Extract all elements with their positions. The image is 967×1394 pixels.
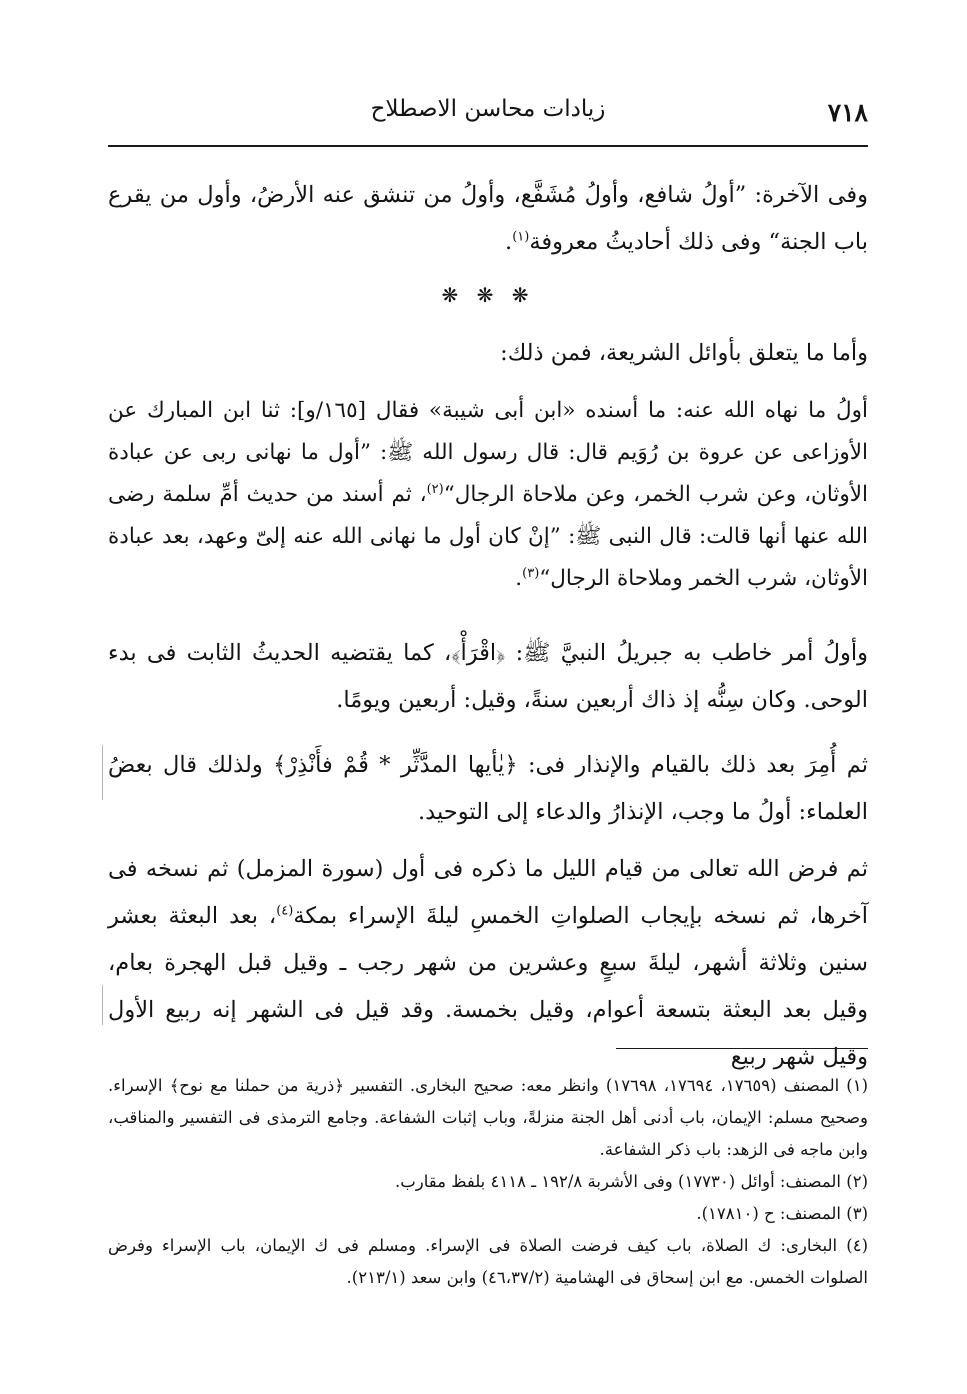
paragraph-text: ثم فرض الله تعالى من قيام الليل ما ذكره فى أول (سورة المزمل) ثم نسخه فى آخرها، ثم نسخه بإيجاب الصلواتِ الخمسِ ليلةَ الإسراء بمكة xyxy=(108,856,868,929)
paragraph-tail: . xyxy=(505,229,513,255)
header-rule xyxy=(108,145,868,147)
paragraph-text: ثم أُمِرَ بعد ذلك بالقيام والإنذار فى: ﴿يٰأيها المدَّثِّر * قُمْ فأَنْذِرْ﴾ ولذلك قال بعضُ العلماء: أولُ ما وجب، الإنذارُ والدعاء إلى التوحيد. xyxy=(108,752,868,825)
paragraph-first-prohibition xyxy=(108,390,868,600)
paragraph-warning xyxy=(108,742,868,836)
running-title: زيادات محاسن الاصطلاح xyxy=(370,96,606,122)
footnote-ref-4: (٤) xyxy=(276,903,294,919)
footnote-2: (٢) المصنف: أوائل (١٧٧٣٠) وفى الأشربة ١٩٢/٨ ـ ٤١١٨ بلفظ مقارب. xyxy=(394,1172,868,1191)
paragraph-text: أولُ ما نهاه الله عنه: ما أسنده «ابن أبى شيبة» فقال [١٦٥/و]: ثنا ابن المبارك عن الأوزاعى عن عروة بن رُوَيم قال: قال رسول الله ﷺ: ”أول ما نهانى ربى عن عبادة الأوثان، وعن شرب الخمر، وعن ملاحاة الرجال“ xyxy=(108,398,868,507)
paragraph-tail-2: . xyxy=(515,566,523,591)
margin-scan-mark xyxy=(102,985,103,1025)
footnote-ref-1: (١) xyxy=(512,229,530,245)
paragraph-sharia-firsts xyxy=(108,330,868,377)
page-header xyxy=(108,92,868,142)
paragraph-tail: ، ثم أسند من حديث أمِّ سلمة رضى الله عنها أنها قالت: قال النبى ﷺ: ”إنْ كان أول ما نهانى الله عنه إلىّ وعهد، بعد عبادة الأوثان، شرب الخمر وملاحاة الرجال“ xyxy=(108,482,868,591)
footnote-1: (١) المصنف (١٧٦٥٩، ١٧٦٩٤، ١٧٦٩٨) وانظر معه: صحيح البخارى. التفسير ﴿ذرية من حملنا مع نوح﴾ الإسراء. وصحيح مسلم: الإيمان، باب أدنى أهل الجنة منزلةً، وباب إثبات الشفاعة. وجامع الترمذى فى التفسير والمناقب، وابن ماجه فى الزهد: باب ذكر الشفاعة. xyxy=(108,1076,869,1159)
paragraph-first-command xyxy=(108,630,868,724)
paragraph-tail: ، بعد البعثة بعشر سنين وثلاثة أشهر، ليلةَ سبعٍ وعشرين من شهر رجب ـ وقيل قبل الهجرة بعام، وقيل بعد البعثة بتسعة أعوام، وقيل بخمسة. وقد قيل فى الشهر إنه ربيع الأول وقيل شهر ربيع xyxy=(108,903,868,1070)
footnote-ref-2: (٢) xyxy=(426,481,444,497)
footnote-ref-3: (٣) xyxy=(522,565,540,581)
footnote-4: (٤) البخارى: ك الصلاة، باب كيف فرضت الصلاة فى الإسراء. ومسلم فى ك الإيمان، باب الإسراء وفرض الصلوات الخمس. مع ابن إسحاق فى الهشامية (٤٦،٣٧/٢) وابن سعد (٢١٣/١). xyxy=(108,1236,868,1287)
section-separator: ❋ ❋ ❋ xyxy=(441,283,535,307)
page-number: ٧١٨ xyxy=(827,98,868,127)
paragraph-afterlife-firsts xyxy=(108,172,868,266)
paragraph-night-prayer xyxy=(108,846,868,1081)
margin-scan-mark xyxy=(102,745,103,800)
paragraph-text: وأما ما يتعلق بأوائل الشريعة، فمن ذلك: xyxy=(500,340,868,366)
paragraph-text: وأولُ أمر خاطب به جبريلُ النبيَّ ﷺ: ﴿اقْرَأْ﴾، كما يقتضيه الحديثُ الثابت فى بدء الوحى. وكان سِنُّه إذ ذاك أربعين سنةً، وقيل: أربعين ويومًا. xyxy=(108,640,868,713)
footnote-rule xyxy=(616,1048,868,1049)
paragraph-text: وفى الآخرة: ”أولُ شافع، وأولُ مُشَفَّع، وأولُ من تنشق عنه الأرضُ، وأول من يقرع باب الجنة“ وفى ذلك أحاديثُ معروفة xyxy=(108,182,868,255)
footnotes-list xyxy=(108,1070,868,1294)
footnote-3: (٣) المصنف: ح (١٧٨١٠). xyxy=(696,1204,868,1223)
